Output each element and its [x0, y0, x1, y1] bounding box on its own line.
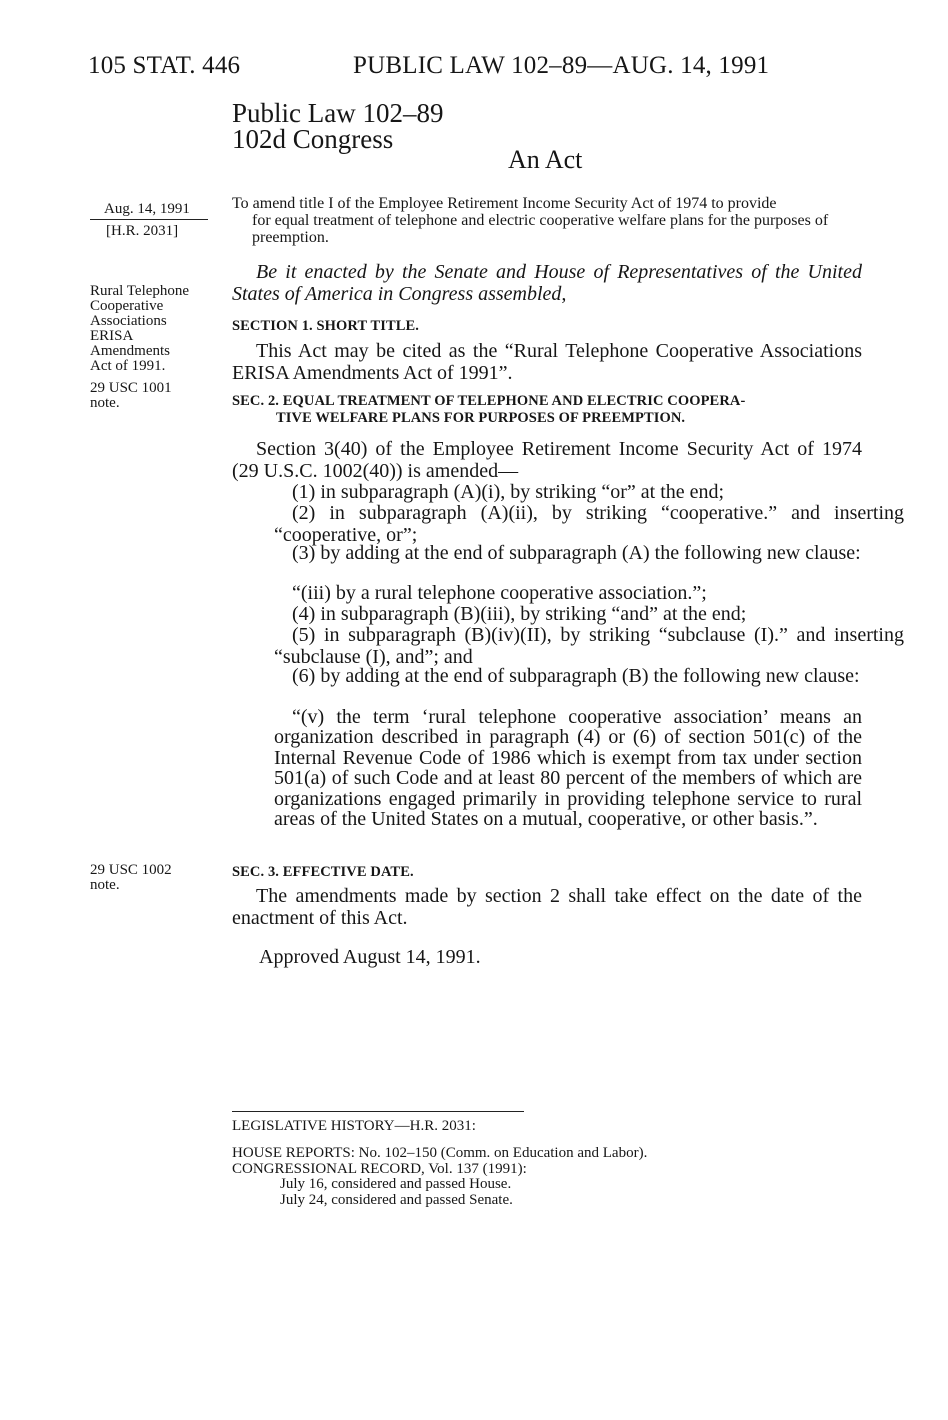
enacting-clause: Be it enacted by the Senate and House of Representatives of the United States of America in Congress assembled, — [232, 261, 862, 305]
amendment-item: (3) by adding at the end of subparagraph (A) the following new clause: — [292, 542, 861, 564]
section-2-heading-line: TIVE WELFARE PLANS FOR PURPOSES OF PREEMPTION. — [276, 410, 686, 426]
amendment-item: (4) in subparagraph (B)(iii), by striking “and” at the end; — [292, 603, 747, 625]
page-header-stat: 105 STAT. 446 — [88, 52, 241, 79]
margin-line: note. — [90, 877, 120, 893]
margin-short-title — [90, 284, 189, 374]
congressional-record: CONGRESSIONAL RECORD, Vol. 137 (1991): — [232, 1160, 527, 1177]
page-header-law: PUBLIC LAW 102–89—AUG. 14, 1991 — [353, 52, 770, 79]
legislative-history — [232, 1146, 647, 1208]
section-1-text: This Act may be cited as the “Rural Telephone Cooperative Associations ERISA Amendments Act of 1991”. — [232, 340, 862, 384]
margin-bill: [H.R. 2031] — [106, 223, 179, 239]
margin-line: Act of 1991. — [90, 358, 166, 374]
long-title-first: To amend title I of the Employee Retirement Income Security Act of 1974 to provide — [232, 195, 777, 212]
history-entry: July 24, considered and passed Senate. — [280, 1191, 513, 1208]
section-3-heading: SEC. 3. EFFECTIVE DATE. — [232, 864, 414, 880]
legislative-history-title: LEGISLATIVE HISTORY—H.R. 2031: — [232, 1118, 476, 1134]
margin-divider — [90, 219, 208, 220]
margin-usc-1002 — [90, 863, 172, 893]
footnote-rule — [232, 1111, 524, 1112]
public-law-number: Public Law 102–89 — [232, 98, 444, 128]
margin-line: Rural Telephone — [90, 283, 190, 299]
margin-line: ERISA — [90, 328, 134, 344]
margin-date: Aug. 14, 1991 — [104, 201, 190, 217]
margin-line: Amendments — [90, 343, 170, 359]
section-3-text: The amendments made by section 2 shall take effect on the date of the enactment of this Act. — [232, 885, 862, 929]
approval-date: Approved August 14, 1991. — [259, 946, 481, 968]
act-title: An Act — [508, 145, 583, 174]
house-reports: HOUSE REPORTS: No. 102–150 (Comm. on Education and Labor). — [232, 1145, 648, 1161]
section-2-intro: Section 3(40) of the Employee Retirement Income Security Act of 1974 (29 U.S.C. 1002(40)) is amended— — [232, 438, 862, 482]
margin-line: note. — [90, 395, 120, 411]
margin-usc-1001 — [90, 381, 172, 411]
section-2-heading-line: SEC. 2. EQUAL TREATMENT OF TELEPHONE AND ELECTRIC COOPERA- — [232, 393, 746, 409]
amendment-item: (1) in subparagraph (A)(i), by striking “or” at the end; — [292, 481, 725, 503]
margin-line: Associations — [90, 313, 167, 329]
section-1-heading: SECTION 1. SHORT TITLE. — [232, 318, 420, 334]
margin-line: 29 USC 1002 — [90, 862, 172, 878]
long-title — [232, 195, 862, 246]
long-title-rest: for equal treatment of telephone and electric cooperative welfare plans for the purposes of preemption. — [252, 212, 829, 246]
margin-line: Cooperative — [90, 298, 164, 314]
amendment-item: (5) in subparagraph (B)(iv)(II), by striking “subclause (I).” and inserting “subclause (I), and”; and — [274, 624, 904, 668]
section-2-heading — [232, 393, 862, 427]
margin-line: 29 USC 1001 — [90, 380, 172, 396]
amendment-item: (6) by adding at the end of subparagraph (B) the following new clause: — [292, 665, 860, 687]
amendment-item: (2) in subparagraph (A)(ii), by striking “cooperative.” and inserting “cooperative, or”; — [274, 502, 904, 546]
amendment-clause-iii: “(iii) by a rural telephone cooperative association.”; — [292, 582, 707, 604]
congress-number: 102d Congress — [232, 124, 394, 154]
history-entry: July 16, considered and passed House. — [280, 1176, 512, 1192]
amendment-clause-v: “(v) the term ‘rural telephone cooperative association’ means an organization described in paragraph (4) or (6) of section 501(c) of the Internal Revenue Code of 1986 which is exempt from tax under section 501(a) of such Code and at least 80 percent of the members of which are organizations engaged primarily in providing telephone service to rural areas of the United States on a mutual, cooperative, or other basis.”. — [274, 706, 862, 831]
